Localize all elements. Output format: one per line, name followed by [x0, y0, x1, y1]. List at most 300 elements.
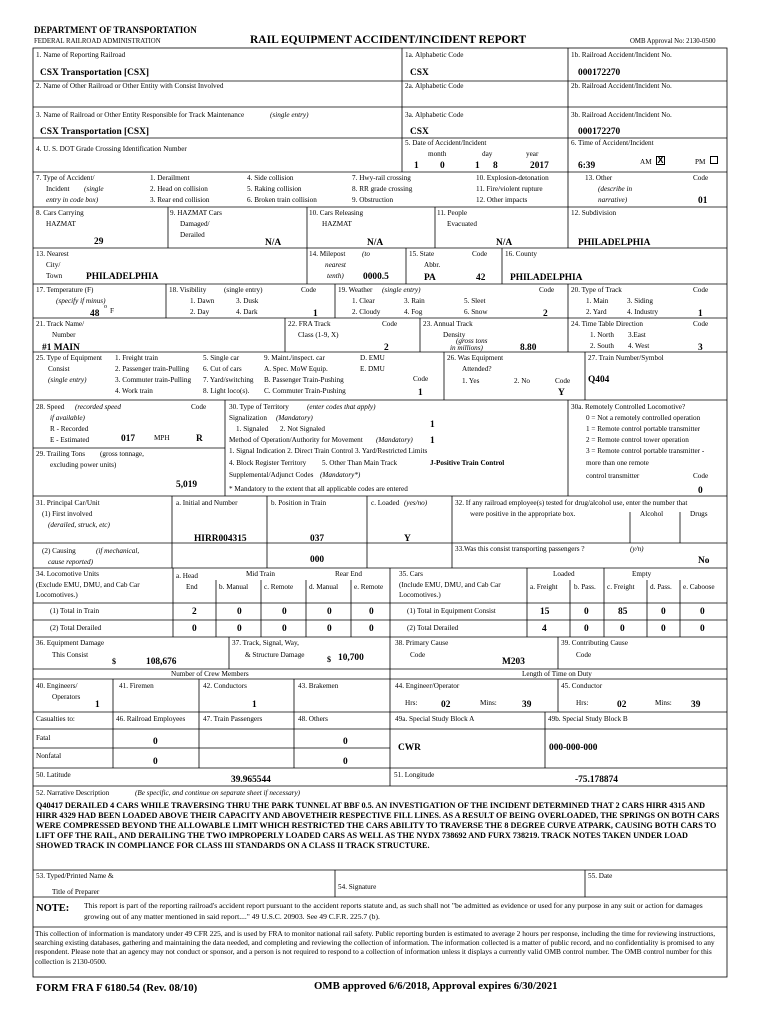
field-29-label: 29. Trailing Tons	[36, 450, 86, 458]
fatal-label: Fatal	[36, 734, 51, 742]
signalization-value[interactable]: 1	[430, 420, 435, 430]
rc-option-3c: control transmitter	[586, 472, 640, 480]
cars-total-empty-pass[interactable]: 0	[661, 607, 666, 617]
weather-code[interactable]: 2	[543, 309, 548, 319]
form-title: RAIL EQUIPMENT ACCIDENT/INCIDENT REPORT	[250, 34, 527, 46]
month-digit-1[interactable]: 1	[414, 161, 419, 171]
option-dawn: 1. Dawn	[190, 297, 215, 305]
degree-symbol: o	[104, 304, 107, 310]
loco-derailed-mid-manual[interactable]: 0	[237, 624, 242, 634]
field-34-label-2: (Exclude EMU, DMU, and Cab Car	[36, 581, 140, 589]
option-rear-end: 3. Rear end collision	[150, 196, 210, 204]
cars-derailed-label: (2) Total Derailed	[407, 624, 459, 632]
estimated-label: E - Estimated	[50, 436, 90, 444]
field-12-label: 12. Subdivision	[571, 209, 617, 217]
loco-total-mid-remote[interactable]: 0	[282, 607, 287, 617]
day-digit-1[interactable]: 1	[475, 161, 480, 171]
field-55-label: 55. Date	[588, 872, 613, 880]
note-label: NOTE:	[36, 903, 70, 914]
loco-total-label: (1) Total in Train	[50, 607, 100, 615]
field-25-label: 25. Type of Equipment	[36, 354, 103, 362]
omb-approval: OMB Approval No: 2130-0500	[630, 38, 716, 45]
field-7-code-label: Code	[693, 174, 709, 182]
field-8-label: 8. Cars Carrying	[36, 209, 84, 217]
engineer-mins-value[interactable]: 39	[522, 700, 532, 710]
field-25-label-2: Consist	[48, 365, 70, 373]
trailing-tons-value[interactable]: 5,019	[176, 480, 198, 490]
conductors-value[interactable]: 1	[252, 700, 257, 710]
option-rain: 3. Rain	[404, 297, 425, 305]
option-other-note: (describe in	[598, 185, 633, 193]
head-end-label: a. Head	[176, 572, 198, 580]
field-1a-label: 1a. Alphabetic Code	[405, 51, 464, 59]
reporting-railroad-value[interactable]: CSX Transportation [CSX]	[40, 68, 150, 78]
field-1b-label: 1b. Railroad Accident/Incident No.	[571, 51, 672, 59]
remote-control-code[interactable]: 0	[698, 486, 703, 496]
field-38-label: 38. Primary Cause	[395, 639, 449, 647]
nonfatal-employees-value[interactable]: 0	[153, 757, 158, 767]
loco-total-head[interactable]: 2	[192, 607, 197, 617]
option-fog: 4. Fog	[404, 308, 423, 316]
field-9-label: 9. HAZMAT Cars	[170, 209, 222, 217]
field-7-label-2b: (single	[84, 185, 104, 193]
field-28-note: (recorded speed	[75, 403, 121, 411]
direction-code[interactable]: 3	[698, 343, 703, 353]
department-heading: DEPARTMENT OF TRANSPORTATION	[34, 25, 197, 35]
conductor-hrs-label: Hrs:	[576, 699, 589, 707]
option-sleet: 5. Sleet	[464, 297, 486, 305]
visibility-code[interactable]: 1	[313, 309, 318, 319]
field-23-note: (gross tons	[456, 337, 488, 345]
supplemental-label: Supplemental/Adjunct Codes	[229, 471, 314, 479]
state-code-value[interactable]: 42	[476, 273, 486, 283]
field-18-label: 18. Visibility	[169, 286, 207, 294]
track-name-value[interactable]: #1 MAIN	[42, 343, 80, 353]
conductor-mins-value[interactable]: 39	[691, 700, 701, 710]
time-on-duty-heading: Length of Time on Duty	[522, 670, 592, 678]
engineer-hrs-value[interactable]: 02	[441, 700, 451, 710]
field-14-label-4: tenth)	[327, 272, 344, 280]
nearest-city-value[interactable]: PHILADELPHIA	[86, 272, 159, 282]
position-label: b. Position in Train	[271, 499, 327, 507]
field-22-code-label: Code	[382, 320, 398, 328]
option-commuter-pulling: 3. Commuter train-Pulling	[115, 376, 192, 384]
abbr-label: Abbr.	[424, 261, 441, 269]
train-number-value[interactable]: Q404	[588, 375, 610, 385]
latitude-value[interactable]: 39.965544	[231, 775, 271, 785]
field-25-label-3: (single entry)	[48, 376, 87, 384]
option-maint-inspect: 9. Maint./inspect. car	[264, 354, 325, 362]
option-single-car: 5. Single car	[203, 354, 240, 362]
accident-type-code[interactable]: 01	[698, 196, 708, 206]
option-hwy-rail: 7. Hwy-rail crossing	[352, 174, 411, 182]
hazmat-releasing-value[interactable]: N/A	[367, 238, 384, 248]
equipment-type-code[interactable]: 1	[418, 388, 423, 398]
form-number: FORM FRA F 6180.54 (Rev. 08/10)	[36, 982, 198, 994]
option-ptc: J-Positive Train Control	[430, 459, 505, 467]
method-options: 1. Signal Indication 2. Direct Train Control 3. Yard/Restricted Limits	[229, 447, 428, 455]
speed-code[interactable]: R	[196, 434, 203, 444]
field-8-label-2: HAZMAT	[46, 220, 76, 228]
field-38-label-2: Code	[410, 651, 426, 659]
narrative-text[interactable]: Q40417 DERAILED 4 CARS WHILE TRAVERSING THRU THE PARK TUNNEL AT BBF 0.5. AN INVESTIGATION OF THE INCIDENT DETERMINED THAT 2 CARS HIRR 4315 AND HIRR 4329 HAD BEEN LOADED ABOVE THEIR CAPACITY AND ABOVETHEIR RESPECTIVE FILL LINES. AS A RESULT OF BEING OVERLOADED, THE SPRINGS ON BOTH CARS WERE COMPRESSED BEYOND THE ALLOWABLE LIMIT WHICH RESTRICTED THE CARS ABILITY TO TRAVERSE THE 8 DEGREE CURVE ATPARK, CAUSING BOTH CARS TO LIFT OFF THE RAIL, AND DERAILING THE TWO IMPROPERLY LOADED CARS AS WELL AS THE NYDX 738692 AND FURX 738219. TRACK NOTES TAKEN UNDER LOAD SHOWED TRACK IN COMPLIANCE FOR CLASS III STANDARDS ON A CLASS II TRACK STRUCTURE.	[36, 801, 720, 850]
field-21-label-2: Number	[52, 331, 76, 339]
field-13-label: 13. Nearest	[36, 250, 69, 258]
cars-derailed-empty-freight[interactable]: 0	[620, 624, 625, 634]
loco-derailed-mid-remote[interactable]: 0	[282, 624, 287, 634]
field-9-label-3: Derailed	[180, 231, 205, 239]
option-obstruction: 9. Obstruction	[352, 196, 394, 204]
loco-derailed-label: (2) Total Derailed	[50, 624, 102, 632]
option-east: 3.East	[628, 331, 646, 339]
cars-total-caboose[interactable]: 0	[700, 607, 705, 617]
track-class-code[interactable]: 2	[384, 343, 389, 353]
field-30a-label: 30a. Remotely Controlled Locomotive?	[571, 403, 686, 411]
field-27-label: 27. Train Number/Symbol	[588, 354, 664, 362]
incident-no-3b-value[interactable]: 000172270	[578, 127, 621, 137]
field-47-label: 47. Train Passengers	[203, 715, 263, 723]
am-checkbox[interactable]: X	[657, 155, 664, 165]
field-29-note: (gross tonnage,	[100, 450, 144, 458]
option-main: 1. Main	[586, 297, 609, 305]
field-7-label: 7. Type of Accident/	[36, 174, 95, 182]
field-37-label-2: & Structure Damage	[245, 651, 305, 659]
option-south: 2. South	[590, 342, 614, 350]
track-type-code[interactable]: 1	[698, 309, 703, 319]
field-49a-label: 49a. Special Study Block A	[395, 715, 475, 723]
caboose-label: e. Caboose	[683, 583, 715, 591]
field-10-label: 10. Cars Releasing	[309, 209, 364, 217]
longitude-value[interactable]: -75.178874	[575, 775, 618, 785]
field-10-label-2: HAZMAT	[322, 220, 352, 228]
field-42-label: 42. Conductors	[203, 682, 247, 690]
field-13-label-2: City/	[46, 261, 61, 269]
agency-name: FEDERAL RAILROAD ADMINISTRATION	[34, 38, 161, 45]
alcohol-label: Alcohol	[640, 510, 664, 518]
field-53-label: 53. Typed/Printed Name &	[36, 872, 114, 880]
field-23-note-2: in millions)	[450, 344, 483, 352]
field-2-label: 2. Name of Other Railroad or Other Entity with Consist Involved	[36, 82, 224, 90]
field-4-label: 4. U. S. DOT Grade Crossing Identification Number	[36, 145, 187, 153]
field-5-label: 5. Date of Accident/Incident	[405, 139, 487, 147]
time-value[interactable]: 6:39	[578, 161, 596, 171]
field-28-code-label: Code	[191, 403, 207, 411]
field-6-label: 6. Time of Accident/Incident	[571, 139, 654, 147]
cars-derailed-empty-pass[interactable]: 0	[661, 624, 666, 634]
field-17-note: (specify if minus)	[56, 297, 106, 305]
equipment-damage-value[interactable]: 108,676	[146, 657, 177, 667]
engineer-hrs-label: Hrs:	[405, 699, 418, 707]
field-35-label-3: Locomotives.)	[399, 591, 441, 599]
field-17-label: 17. Temperature (F)	[36, 286, 94, 294]
field-32-label: 32. If any railroad employee(s) tested for drug/alcohol use, enter the number that	[455, 499, 688, 507]
option-no: 2. No	[514, 377, 530, 385]
hazmat-cars-value[interactable]: 29	[94, 237, 104, 247]
field-22-label-2: Class (1-9, X)	[298, 331, 339, 339]
causing-note-2: cause reported)	[48, 558, 94, 566]
loaded-pass-label: b. Pass.	[574, 583, 596, 591]
cars-derailed-loaded-freight[interactable]: 4	[542, 624, 547, 634]
field-33-note: (y/n)	[630, 545, 644, 553]
crew-members-heading: Number of Crew Members	[171, 670, 249, 678]
option-cut-of-cars: 6. Cut of cars	[203, 365, 242, 373]
omb-expiration: OMB approved 6/6/2018, Approval expires 6/30/2021	[314, 980, 558, 992]
recorded-label: R - Recorded	[50, 425, 89, 433]
cars-total-loaded-freight[interactable]: 15	[540, 607, 550, 617]
hazmat-damaged-value[interactable]: N/A	[265, 238, 282, 248]
field-19-label: 19. Weather	[338, 286, 373, 294]
cars-total-label: (1) Total in Equipment Consist	[407, 607, 496, 615]
field-51-label: 51. Longitude	[394, 771, 435, 779]
option-siding: 3. Siding	[627, 297, 653, 305]
field-18-note: (single entry)	[224, 286, 263, 294]
option-commuter-pushing: C. Commuter Train-Pushing	[264, 387, 346, 395]
field-50-label: 50. Latitude	[36, 771, 71, 779]
empty-cars-label: Empty	[632, 570, 652, 578]
state-abbr-value[interactable]: PA	[424, 273, 436, 283]
track-damage-currency: $	[327, 655, 331, 664]
field-29-note-2: excluding power units)	[50, 461, 117, 469]
loco-total-mid-manual[interactable]: 0	[237, 607, 242, 617]
field-44-label: 44. Engineer/Operator	[395, 682, 460, 690]
option-emu: D. EMU	[360, 354, 385, 362]
passengers-value[interactable]: No	[698, 556, 710, 566]
causing-note: (if mechanical,	[96, 547, 140, 555]
field-3-label: 3. Name of Railroad or Other Entity Responsible for Track Maintenance	[36, 111, 245, 119]
field-48-label: 48. Others	[298, 715, 328, 723]
field-49b-label: 49b. Special Study Block B	[548, 715, 628, 723]
supplemental-mandatory: (Mandatory*)	[320, 471, 361, 479]
field-26-label: 26. Was Equipment	[447, 354, 504, 362]
temperature-value[interactable]: 48	[90, 309, 100, 319]
option-north: 1. North	[590, 331, 614, 339]
causing-car-position-value[interactable]: 000	[310, 555, 325, 565]
field-26-label-2: Attended?	[462, 365, 492, 373]
loco-derailed-rear-manual[interactable]: 0	[327, 624, 332, 634]
field-3-note: (single entry)	[270, 111, 309, 119]
causing-label: (2) Causing	[42, 547, 76, 555]
field-23-label-2: Density	[443, 331, 466, 339]
option-signaled: 1. Signaled	[236, 425, 269, 433]
rc-option-3: 3 = Remote control portable transmitter -	[586, 447, 705, 455]
empty-pass-label: d. Pass.	[650, 583, 672, 591]
option-yard-switching: 7. Yard/switching	[203, 376, 254, 384]
fahrenheit-unit: F	[110, 307, 114, 315]
field-30-label: 30. Type of Territory	[229, 403, 289, 411]
first-car-loaded-value[interactable]: Y	[404, 534, 411, 544]
first-car-initial-value[interactable]: HIRR004315	[194, 534, 247, 544]
field-39-label: 39. Contributing Cause	[561, 639, 628, 647]
option-broken-train: 6. Broken train collision	[247, 196, 317, 204]
field-52-label: 52. Narrative Description	[36, 789, 110, 797]
track-damage-value[interactable]: 10,700	[338, 653, 364, 663]
loaded-freight-label: a. Freight	[530, 583, 558, 591]
field-23-label: 23. Annual Track	[423, 320, 473, 328]
method-label: Method of Operation/Authority for Movement	[229, 436, 363, 444]
option-clear: 1. Clear	[352, 297, 375, 305]
field-26-code-label: Code	[555, 377, 571, 385]
field-13-label-3: Town	[46, 272, 63, 280]
cars-total-empty-freight[interactable]: 85	[618, 607, 628, 617]
field-54-label: 54. Signature	[338, 883, 377, 891]
loaded-cars-label: Loaded	[553, 570, 575, 578]
signalization-label: Signalization	[229, 414, 267, 422]
rc-option-3b: more than one remote	[586, 459, 649, 467]
option-raking: 5. Raking collision	[247, 185, 302, 193]
option-other: 13. Other	[585, 174, 613, 182]
option-dark: 4. Dark	[236, 308, 258, 316]
field-31-label: 31. Principal Car/Unit	[36, 499, 100, 507]
fatal-passengers-value[interactable]: 0	[343, 737, 348, 747]
month-digit-2[interactable]: 0	[440, 161, 445, 171]
mid-remote-label: c. Remote	[264, 583, 294, 591]
mandatory-note: * Mandatory to the extent that all applicable codes are entered	[229, 485, 408, 493]
field-37-label: 37. Track, Signal, Way,	[232, 639, 299, 647]
option-yes: 1. Yes	[462, 377, 480, 385]
conductor-hrs-value[interactable]: 02	[617, 700, 627, 710]
am-label: AM	[640, 158, 652, 166]
field-9-label-2: Damaged/	[180, 220, 210, 228]
loco-total-rear-manual[interactable]: 0	[327, 607, 332, 617]
loaded-note: (yes/no)	[404, 499, 428, 507]
cars-derailed-loaded-pass[interactable]: 0	[584, 624, 589, 634]
attended-code[interactable]: Y	[558, 388, 565, 398]
option-derailment: 1. Derailment	[150, 174, 190, 182]
field-30a-code-label: Code	[693, 472, 709, 480]
initial-number-label: a. Initial and Number	[176, 499, 238, 507]
option-work-train: 4. Work train	[115, 387, 153, 395]
field-34-label: 34. Locomotive Units	[36, 570, 99, 578]
option-industry: 4. Industry	[627, 308, 659, 316]
pm-checkbox[interactable]	[710, 156, 718, 164]
method-mandatory: (Mandatory)	[376, 436, 413, 444]
drugs-label: Drugs	[690, 510, 708, 518]
field-33-label: 33.Was this consist transporting passengers ?	[455, 545, 585, 553]
option-other-impacts: 12. Other impacts	[476, 196, 528, 204]
field-43-label: 43. Brakemen	[298, 682, 339, 690]
day-digit-2[interactable]: 8	[493, 161, 498, 171]
rc-option-1: 1 = Remote control portable transmitter	[586, 425, 701, 433]
option-day: 2. Day	[190, 308, 210, 316]
field-3b-label: 3b. Railroad Accident/Incident No.	[571, 111, 672, 119]
field-7-label-3: entry in code box)	[46, 196, 99, 204]
field-46-label: 46. Railroad Employees	[116, 715, 186, 723]
field-52-note: (Be specific, and continue on separate sheet if necessary)	[135, 789, 301, 797]
track-maint-railroad-value[interactable]: CSX Transportation [CSX]	[40, 127, 150, 137]
option-dmu: E. DMU	[360, 365, 385, 373]
state-code-label: Code	[472, 250, 488, 258]
field-41-label: 41. Firemen	[119, 682, 154, 690]
field-14-label-3: nearest	[325, 261, 346, 269]
option-passenger-pulling: 2. Passenger train-Pulling	[115, 365, 190, 373]
year-value[interactable]: 2017	[530, 161, 549, 171]
primary-cause-value[interactable]: M203	[502, 657, 525, 667]
field-14-label: 14. Milepost	[309, 250, 346, 258]
field-1-label: 1. Name of Reporting Railroad	[36, 51, 126, 59]
field-20-label: 20. Type of Track	[571, 286, 622, 294]
loaded-label: c. Loaded	[371, 499, 400, 507]
rear-end-label: Rear End	[335, 570, 362, 578]
field-32-label-2: were positive in the appropriate box.	[470, 510, 576, 518]
study-block-b-value[interactable]: 000-000-000	[549, 743, 598, 753]
option-cloudy: 2. Cloudy	[352, 308, 381, 316]
field-28-note-2: if available)	[50, 414, 85, 422]
cars-derailed-caboose[interactable]: 0	[700, 624, 705, 634]
field-7-label-2: Incident	[46, 185, 70, 193]
engineers-value[interactable]: 1	[95, 700, 100, 710]
people-evacuated-value[interactable]: N/A	[496, 238, 513, 248]
loco-derailed-rear-remote[interactable]: 0	[369, 624, 374, 634]
field-20-code-label: Code	[693, 286, 709, 294]
field-11-label: 11. People	[437, 209, 468, 217]
rc-option-2: 2 = Remote control tower operation	[586, 436, 689, 444]
nonfatal-passengers-value[interactable]: 0	[343, 757, 348, 767]
option-passenger-pushing: B. Passenger Train-Pushing	[264, 376, 344, 384]
milepost-value[interactable]: 0000.5	[363, 272, 389, 282]
field-3a-label: 3a. Alphabetic Code	[405, 111, 464, 119]
option-head-on: 2. Head on collision	[150, 185, 208, 193]
field-15-label: 15. State	[409, 250, 435, 258]
day-label: day	[482, 150, 493, 158]
fatal-employees-value[interactable]: 0	[153, 737, 158, 747]
option-other-main: 5. Other Than Main Track	[322, 459, 398, 467]
field-35-label: 35. Cars	[399, 570, 423, 578]
method-value[interactable]: 1	[430, 436, 435, 446]
rear-manual-label: d. Manual	[309, 583, 339, 591]
field-16-label: 16. County	[505, 250, 537, 258]
nonfatal-label: Nonfatal	[36, 752, 62, 760]
speed-unit: MPH	[154, 434, 170, 442]
option-freight-train: 1. Freight train	[115, 354, 158, 362]
study-block-a-value[interactable]: CWR	[398, 743, 421, 753]
option-dusk: 3. Dusk	[236, 297, 259, 305]
loco-total-rear-remote[interactable]: 0	[369, 607, 374, 617]
incident-no-1b-value[interactable]: 000172270	[578, 68, 621, 78]
field-40-label: 40. Engineers/	[36, 682, 78, 690]
field-36-label: 36. Equipment Damage	[36, 639, 105, 647]
track-density-value[interactable]: 8.80	[520, 343, 537, 353]
loco-derailed-head[interactable]: 0	[192, 624, 197, 634]
option-light-loco: 8. Light loco(s).	[203, 387, 250, 395]
cars-total-loaded-pass[interactable]: 0	[584, 607, 589, 617]
county-value[interactable]: PHILADELPHIA	[510, 273, 583, 283]
field-24-label: 24. Time Table Direction	[571, 320, 644, 328]
mid-train-label: Mid Train	[246, 570, 275, 578]
option-explosion: 10. Explosion-detonation	[476, 174, 549, 182]
burden-statement: This collection of information is mandatory under 49 CFR 225, and is used by FRA to monitor national rail safety. Public reporting burden is estimated to average 2 hours per response, including the time for reviewing instructions, searching existing databases, gathering and maintaining the data needed, and completing and reviewing the collection of information. The information collected is a matter of public record, and no confidentiality is promised to any respondent. Please note that an agency may not conduct or sponsor, and a person is not required to respond to a collection of information unless it displays a currently valid OMB control number. The OMB control number for this collection is 2130-0500.	[35, 929, 716, 966]
field-39-label-2: Code	[576, 651, 592, 659]
subdivision-value[interactable]: PHILADELPHIA	[578, 238, 651, 248]
field-11-label-2: Evacuated	[447, 220, 477, 228]
option-rr-grade: 8. RR grade crossing	[352, 185, 413, 193]
month-label: month	[428, 150, 447, 158]
rear-remote-label: e. Remote	[354, 583, 384, 591]
head-end-label-2: End	[186, 583, 198, 591]
empty-freight-label: c. Freight	[607, 583, 635, 591]
signalization-mandatory: (Mandatory)	[276, 414, 313, 422]
equipment-damage-currency: $	[112, 657, 116, 666]
first-car-position-value[interactable]: 037	[310, 534, 325, 544]
alpha-code-3a-value[interactable]: CSX	[410, 127, 429, 137]
option-snow: 6. Snow	[464, 308, 488, 316]
speed-value[interactable]: 017	[121, 434, 136, 444]
alpha-code-1a-value[interactable]: CSX	[410, 68, 429, 78]
casualties-label: Casualties to:	[36, 715, 75, 723]
option-west: 4. West	[628, 342, 650, 350]
first-involved-note: (derailed, struck, etc)	[48, 521, 110, 529]
engineer-mins-label: Mins:	[480, 699, 497, 707]
field-34-label-3: Locomotives.)	[36, 591, 78, 599]
